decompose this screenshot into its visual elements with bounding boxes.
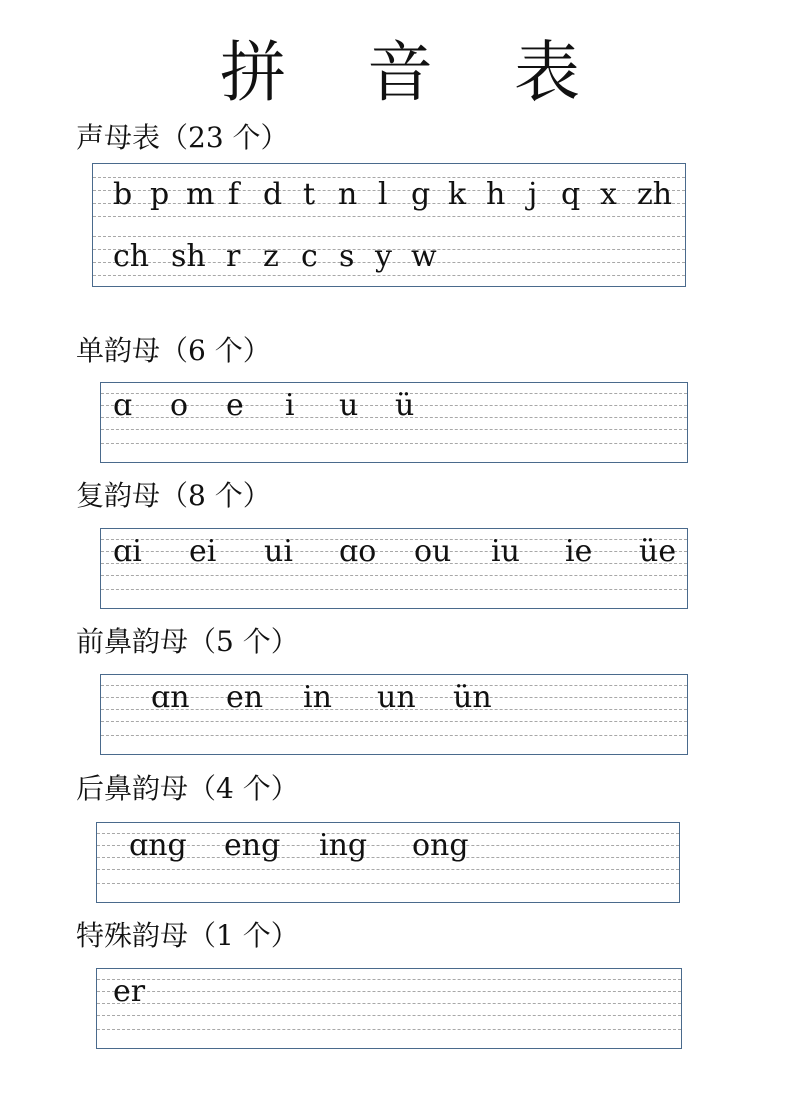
initial-c: c — [301, 239, 318, 274]
writing-grid-back-nasal-finals — [96, 822, 680, 903]
initial-b: b — [113, 177, 133, 212]
grid-line — [93, 275, 685, 276]
final-ang: ɑng — [129, 828, 187, 863]
final-ie: ie — [565, 534, 593, 569]
grid-line — [101, 575, 687, 576]
grid-line — [97, 883, 679, 884]
initial-j: j — [528, 177, 538, 212]
grid-line — [97, 1015, 681, 1016]
grid-line — [101, 443, 687, 444]
initial-n: n — [338, 177, 358, 212]
final-en: en — [226, 680, 264, 715]
initial-ch: ch — [113, 239, 150, 274]
grid-line — [93, 236, 685, 237]
initial-m: m — [186, 177, 215, 212]
final-ei: ei — [189, 534, 217, 569]
initial-sh: sh — [171, 239, 206, 274]
final-ong: ong — [412, 828, 469, 863]
initial-s: s — [339, 239, 355, 274]
section-heading-compound-finals: 复韵母（8 个） — [76, 479, 271, 512]
section-heading-simple-finals: 单韵母（6 个） — [76, 334, 271, 367]
final-er: er — [113, 974, 146, 1009]
final-un: un — [377, 680, 416, 715]
grid-line — [101, 417, 687, 418]
writing-grid-compound-finals — [100, 528, 688, 609]
final-vn: ün — [453, 680, 492, 715]
writing-grid-front-nasal-finals — [100, 674, 688, 755]
initial-l: l — [378, 177, 388, 212]
initial-t: t — [303, 177, 316, 212]
grid-line — [101, 429, 687, 430]
final-ui: ui — [264, 534, 293, 569]
final-an: ɑn — [151, 680, 190, 715]
grid-line — [101, 721, 687, 722]
initial-f: f — [228, 177, 240, 212]
final-ou: ou — [414, 534, 452, 569]
section-heading-initials: 声母表（23 个） — [76, 121, 289, 154]
grid-line — [97, 1003, 681, 1004]
final-e: e — [226, 388, 244, 423]
final-iu: iu — [491, 534, 520, 569]
final-in: in — [303, 680, 332, 715]
initial-x: x — [600, 177, 617, 212]
initial-g: g — [411, 177, 431, 212]
initial-q: q — [561, 177, 581, 212]
grid-line — [97, 979, 681, 980]
final-i: i — [285, 388, 295, 423]
final-ing: ing — [319, 828, 368, 863]
final-a: ɑ — [113, 388, 133, 423]
section-heading-back-nasal-finals: 后鼻韵母（4 个） — [76, 772, 299, 805]
section-heading-special-finals: 特殊韵母（1 个） — [76, 919, 299, 952]
final-ve: üe — [639, 534, 677, 569]
initial-z: z — [263, 239, 279, 274]
writing-grid-special-finals — [96, 968, 682, 1049]
initial-d: d — [263, 177, 283, 212]
final-u: u — [339, 388, 359, 423]
section-heading-front-nasal-finals: 前鼻韵母（5 个） — [76, 625, 299, 658]
grid-line — [97, 869, 679, 870]
final-eng: eng — [224, 828, 281, 863]
grid-line — [101, 589, 687, 590]
final-ai: ɑi — [113, 534, 142, 569]
grid-line — [93, 203, 685, 204]
initial-y: y — [375, 239, 392, 274]
final-v: ü — [395, 388, 415, 423]
grid-line — [101, 735, 687, 736]
initial-zh: zh — [637, 177, 673, 212]
writing-grid-simple-finals — [100, 382, 688, 463]
grid-line — [101, 393, 687, 394]
grid-line — [101, 405, 687, 406]
page-title: 拼 音 表 — [220, 34, 610, 111]
initial-k: k — [448, 177, 467, 212]
grid-line — [93, 190, 685, 191]
grid-line — [93, 216, 685, 217]
initial-r: r — [226, 239, 241, 274]
grid-line — [93, 177, 685, 178]
final-ao: ɑo — [339, 534, 377, 569]
initial-w: w — [411, 239, 437, 274]
writing-grid-initials — [92, 163, 686, 287]
final-o: o — [170, 388, 189, 423]
initial-h: h — [486, 177, 506, 212]
initial-p: p — [150, 177, 170, 212]
grid-line — [97, 1029, 681, 1030]
grid-line — [97, 991, 681, 992]
